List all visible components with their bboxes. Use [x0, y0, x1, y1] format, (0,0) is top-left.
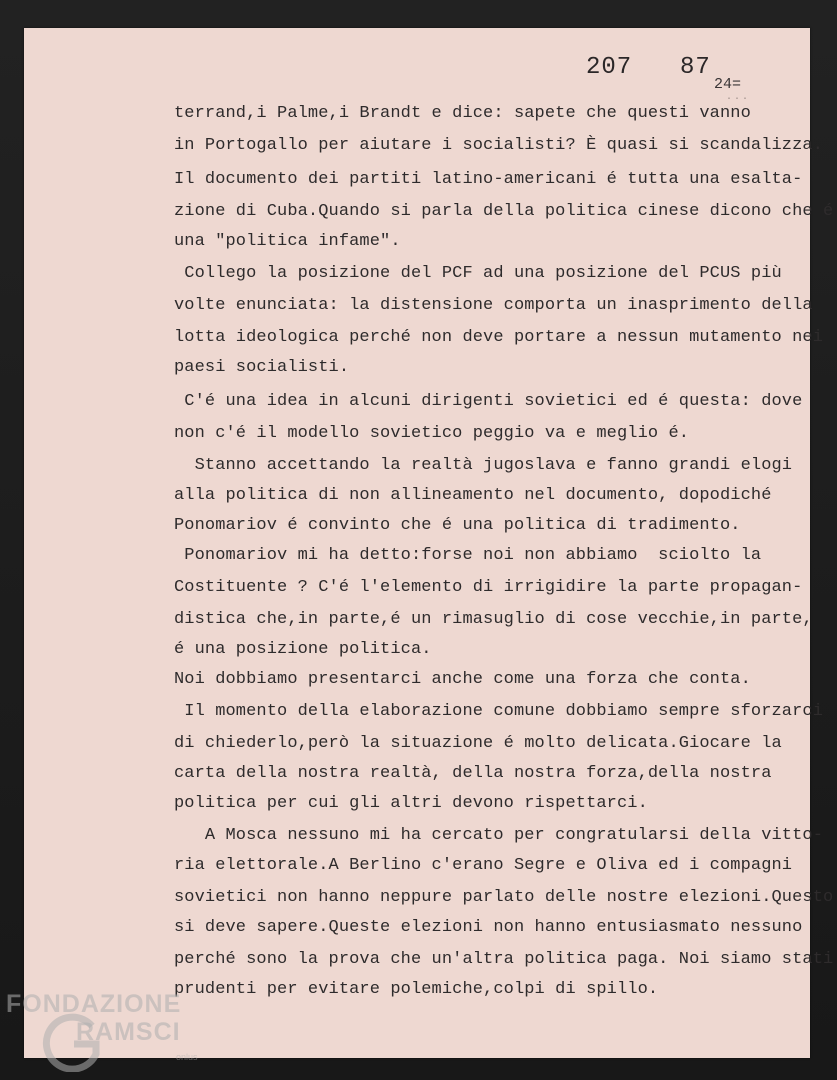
fondazione-gramsci-watermark [6, 990, 226, 1070]
text-line: A Mosca nessuno mi ha cercato per congratularsi della vitto- [174, 826, 824, 845]
text-line: si deve sapere.Queste elezioni non hanno entusiasmato nessuno [174, 918, 803, 937]
text-line: é una posizione politica. [174, 640, 432, 659]
text-line: C'é una idea in alcuni dirigenti sovietici ed é questa: dove [174, 392, 803, 411]
text-line: una "politica infame". [174, 232, 401, 251]
text-line: alla politica di non allineamento nel documento, dopodiché [174, 486, 772, 505]
text-line: Noi dobbiamo presentarci anche come una forza che conta. [174, 670, 751, 689]
page-number-mark: ... [726, 92, 751, 103]
text-line: paesi socialisti. [174, 358, 350, 377]
text-line: lotta ideologica perché non deve portare a nessun mutamento nei [174, 328, 824, 347]
text-line: ria elettorale.A Berlino c'erano Segre e Oliva ed i compagni [174, 856, 793, 875]
page-number-tertiary: 24= [714, 76, 742, 93]
text-line: carta della nostra realtà, della nostra forza,della nostra [174, 764, 772, 783]
text-line: Ponomariov é convinto che é una politica di tradimento. [174, 516, 741, 535]
watermark-line-2: RAMSCI [76, 1018, 181, 1046]
text-line: Il documento dei partiti latino-americani é tutta una esalta- [174, 170, 803, 189]
watermark-line-3: onlus [176, 1052, 198, 1062]
text-line: prudenti per evitare polemiche,colpi di spillo. [174, 980, 659, 999]
text-line: non c'é il modello sovietico peggio va e meglio é. [174, 424, 690, 443]
text-line: distica che,in parte,é un rimasuglio di cose vecchie,in parte, [174, 610, 813, 629]
text-line: in Portogallo per aiutare i socialisti? È quasi si scandalizza. [174, 136, 824, 155]
text-line: perché sono la prova che un'altra politica paga. Noi siamo stati [174, 950, 834, 969]
text-line: Il momento della elaborazione comune dobbiamo sempre sforzarci [174, 702, 824, 721]
text-line: politica per cui gli altri devono rispettarci. [174, 794, 648, 813]
text-line: di chiederlo,però la situazione é molto delicata.Giocare la [174, 734, 782, 753]
text-line: Collego la posizione del PCF ad una posizione del PCUS più [174, 264, 782, 283]
text-line: Costituente ? C'é l'elemento di irrigidire la parte propagan- [174, 578, 803, 597]
page-number-primary: 207 [586, 54, 633, 81]
watermark-line-1: FONDAZIONE [6, 990, 182, 1018]
text-line: Stanno accettando la realtà jugoslava e fanno grandi elogi [174, 456, 793, 475]
text-line: zione di Cuba.Quando si parla della politica cinese dicono che é [174, 202, 834, 221]
text-line: terrand,i Palme,i Brandt e dice: sapete che questi vanno [174, 104, 751, 123]
text-line: volte enunciata: la distensione comporta un inasprimento della [174, 296, 813, 315]
page-number-secondary: 87 [680, 54, 711, 81]
text-line: sovietici non hanno neppure parlato delle nostre elezioni.Questo [174, 888, 834, 907]
text-line: Ponomariov mi ha detto:forse noi non abbiamo sciolto la [174, 546, 762, 565]
